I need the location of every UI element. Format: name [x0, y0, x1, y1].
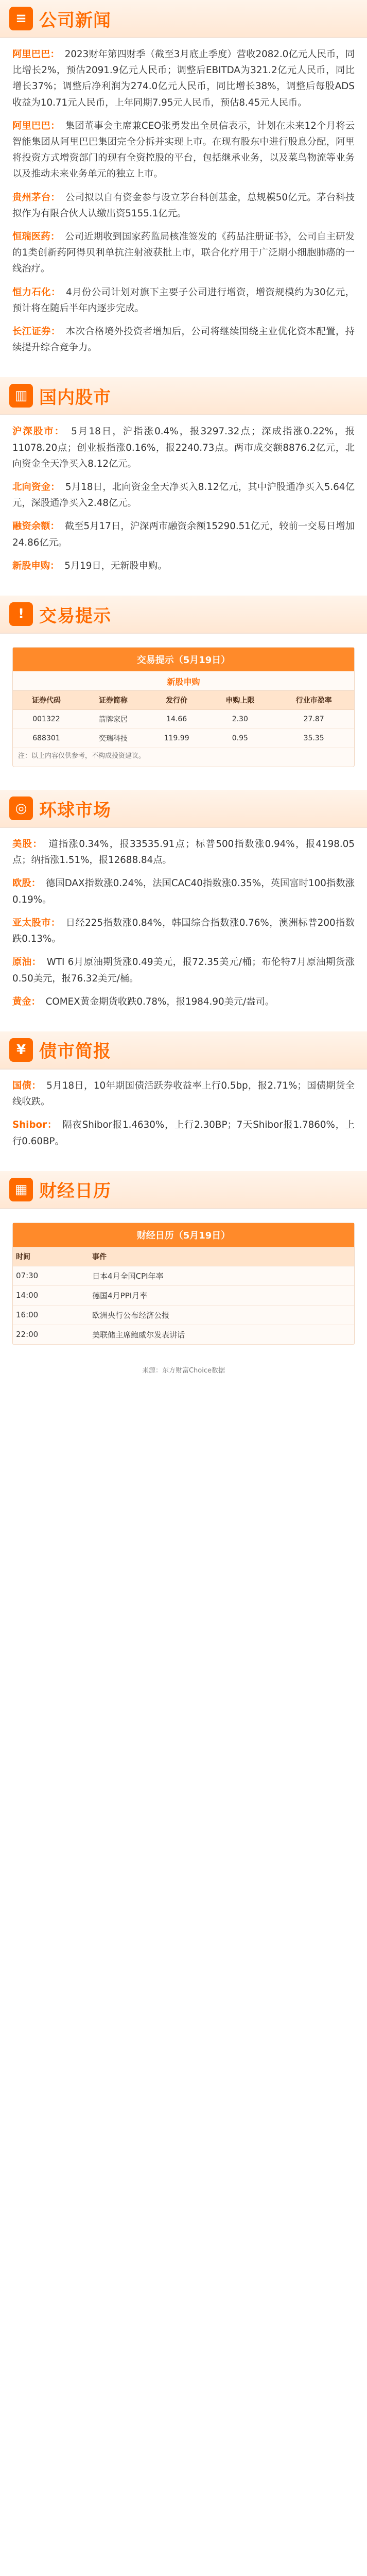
- table-cell: 14:00: [13, 1285, 89, 1305]
- news-text: COMEX黄金期货收跌0.78%，报1984.90美元/盎司。: [45, 996, 275, 1007]
- news-item: [12, 1117, 355, 1149]
- table-row: [13, 1325, 354, 1344]
- domestic-stocks-body: [0, 415, 367, 586]
- news-item: [12, 915, 355, 947]
- news-text: 5月18日，10年期国债活跃券收益率上行0.5bp，报2.71%；国债期货全线收跌。: [12, 1080, 355, 1108]
- table-cell: 0.95: [206, 729, 273, 748]
- trading-table: [13, 690, 354, 748]
- news-lead: 阿里巴巴：: [12, 49, 60, 60]
- section-header-trading-tips: [0, 596, 367, 634]
- table-col-header: 事件: [89, 1247, 354, 1266]
- table-cell: 14.66: [147, 710, 207, 729]
- news-item: [12, 994, 355, 1010]
- news-text: 5月18日，沪指涨0.4%，报3297.32点；深成指涨0.22%，报11078.20点；创业板指涨0.16%，报2240.73点。两市成交额8876.2亿元，北向资金全天净买入8.12亿元。: [12, 426, 355, 469]
- news-lead: 长江证券：: [12, 326, 61, 337]
- news-text: 截至5月17日，沪深两市融资余额15290.51亿元，较前一交易日增加24.86亿元。: [12, 521, 355, 548]
- table-row: [13, 729, 354, 748]
- calendar-body: [0, 1209, 367, 1359]
- news-lead: 阿里巴巴：: [12, 120, 60, 131]
- table-subtitle: 新股申购: [167, 677, 200, 687]
- table-col-header: 申购上限: [206, 691, 273, 710]
- table-cell: 日本4月全国CPI年率: [89, 1266, 354, 1285]
- news-item: [12, 324, 355, 355]
- news-text: 德国DAX指数涨0.24%，法国CAC40指数涨0.35%，英国富时100指数涨0.19%。: [12, 878, 355, 905]
- news-lead: 欧股：: [12, 878, 41, 889]
- trading-tips-body: [0, 634, 367, 781]
- news-text: 公司近期收到国家药监局核准签发的《药品注册证书》，公司自主研发的1类创新药阿得贝利单抗注射液获批上市，联合化疗用于广泛期小细胞肺癌的一线治疗。: [12, 231, 355, 275]
- news-text: 4月份公司计划对旗下主要子公司进行增资，增资规模约为30亿元，预计将在随后半年内逐步完成。: [12, 286, 355, 314]
- section-title: 财经日历: [39, 1181, 111, 1201]
- news-lead: 原油：: [12, 957, 42, 968]
- chart-icon: ▥: [9, 384, 33, 408]
- table-cell: 美联储主席鲍威尔发表讲话: [89, 1325, 354, 1344]
- section-title: 公司新闻: [39, 10, 111, 30]
- section-title: 交易提示: [39, 606, 111, 626]
- alert-icon: !: [9, 602, 33, 626]
- table-note: 注：以上内容仅供参考，不构成投资建议。: [18, 752, 146, 760]
- news-lead: 北向资金：: [12, 482, 60, 493]
- news-item: [12, 1078, 355, 1110]
- news-lead: 沪深股市：: [12, 426, 65, 437]
- table-cell: 奕瑞科技: [80, 729, 147, 748]
- newspaper-icon: ≡: [9, 7, 33, 30]
- table-col-header: 证券简称: [80, 691, 147, 710]
- calendar-table-wrap: [12, 1223, 355, 1345]
- news-item: [12, 46, 355, 111]
- table-cell: 16:00: [13, 1305, 89, 1325]
- table-cell: 27.87: [273, 710, 354, 729]
- news-item: [12, 954, 355, 986]
- section-header-bond-market: [0, 1031, 367, 1070]
- table-cell: 欧洲央行公布经济公报: [89, 1305, 354, 1325]
- section-header-company-news: [0, 0, 367, 38]
- table-cell: 箭牌家居: [80, 710, 147, 729]
- news-lead: 新股申购：: [12, 560, 60, 571]
- section-header-domestic-stocks: [0, 377, 367, 415]
- section-spacer: [0, 1162, 367, 1171]
- news-lead: 黄金：: [12, 996, 41, 1007]
- section-title: 债市简报: [39, 1042, 111, 1062]
- news-lead: 融资余额：: [12, 521, 60, 532]
- trading-tips-table: [12, 647, 355, 767]
- section-spacer: [0, 1022, 367, 1031]
- company-news-body: [0, 38, 367, 368]
- news-text: 5月18日，北向资金全天净买入8.12亿元，其中沪股通净买入5.64亿元，深股通净买入2.48亿元。: [12, 482, 355, 509]
- footer-source: 来源：东方财富Choice数据: [142, 1366, 225, 1375]
- news-item: [12, 875, 355, 907]
- bond-icon: ¥: [9, 1038, 33, 1062]
- table-col-header: 时间: [13, 1247, 89, 1266]
- news-item: [12, 229, 355, 277]
- section-header-calendar: [0, 1171, 367, 1209]
- calendar-table: [13, 1247, 354, 1345]
- news-item: [12, 284, 355, 316]
- news-item: [12, 479, 355, 511]
- table-cell: 35.35: [273, 729, 354, 748]
- table-col-header: 行业市盈率: [273, 691, 354, 710]
- table-col-header: 发行价: [147, 691, 207, 710]
- news-text: 集团董事会主席兼CEO张勇发出全员信表示，计划在未来12个月将云智能集团从阿里巴巴集团完全分拆并实现上市。在现有股东中进行股息分配，阿里将投资方式增资部门的现有全资控股的平台，包括继承业务，以及菜鸟物流等业务以及推动未来业务单元的独立上市。: [12, 120, 355, 180]
- section-spacer: [0, 368, 367, 377]
- news-text: 道指涨0.34%，报33535.91点；标普500指数涨0.94%，报4198.05点；纳指涨1.51%，报12688.84点。: [12, 839, 355, 866]
- table-cell: 德国4月PPI月率: [89, 1285, 354, 1305]
- news-lead: 恒力石化：: [12, 286, 61, 298]
- news-text: 2023财年第四财季（截至3月底止季度）营收2082.0亿元人民币，同比增长2%，预估2091.9亿元人民币；调整后EBITDA为321.2亿元人民币，同比增长37%；调整后净利润为274.0亿元人民币，同比增长38%，调整后每股ADS收益为10.71元人民币，上年同期7.95元人民币，预估8.45元人民币。: [12, 49, 355, 108]
- bond-market-body: [0, 1070, 367, 1162]
- news-lead: 国债：: [12, 1080, 41, 1091]
- news-lead: Shibor：: [12, 1120, 57, 1131]
- news-text: 公司拟以自有资金参与设立茅台科创基金，总规模50亿元。茅台科技拟作为有限合伙人认缴出资5155.1亿元。: [12, 192, 355, 219]
- calendar-icon: ▦: [9, 1178, 33, 1201]
- table-header: 交易提示（5月19日）: [13, 648, 354, 671]
- table-cell: 119.99: [147, 729, 207, 748]
- news-text: 隔夜Shibor报1.4630%，上行2.30BP；7天Shibor报1.7860%，上行0.60BP。: [12, 1120, 355, 1147]
- table-row: [13, 1266, 354, 1285]
- news-item: [12, 190, 355, 222]
- table-col-header: 证券代码: [13, 691, 80, 710]
- globe-icon: ◎: [9, 796, 33, 820]
- news-lead: 贵州茅台：: [12, 192, 60, 203]
- news-text: 5月19日，无新股申购。: [64, 560, 167, 571]
- section-header-global-markets: [0, 790, 367, 828]
- news-item: [12, 423, 355, 472]
- news-lead: 恒瑞医药：: [12, 231, 60, 243]
- table-row: [13, 1305, 354, 1325]
- table-cell: 07:30: [13, 1266, 89, 1285]
- news-item: [12, 836, 355, 868]
- news-text: WTI 6月原油期货涨0.49美元，报72.35美元/桶；布伦特7月原油期货涨0.50美元，报76.32美元/桶。: [12, 957, 355, 984]
- news-lead: 亚太股市：: [12, 917, 61, 928]
- table-cell: 001322: [13, 710, 80, 729]
- table-cell: 2.30: [206, 710, 273, 729]
- news-item: [12, 118, 355, 182]
- table-cell: 688301: [13, 729, 80, 748]
- global-markets-body: [0, 828, 367, 1022]
- table-row: [13, 1285, 354, 1305]
- table-cell: 22:00: [13, 1325, 89, 1344]
- news-lead: 美股：: [12, 839, 43, 850]
- news-text: 本次合格境外投资者增加后，公司将继续围绕主业优化资本配置，持续提升综合竞争力。: [12, 326, 355, 353]
- section-spacer: [0, 781, 367, 790]
- table-header: 财经日历（5月19日）: [13, 1223, 354, 1247]
- section-title: 环球市场: [39, 800, 111, 820]
- table-row: [13, 710, 354, 729]
- section-title: 国内股市: [39, 387, 111, 408]
- section-spacer: [0, 586, 367, 596]
- news-item: [12, 518, 355, 550]
- news-text: 日经225指数涨0.84%，韩国综合指数涨0.76%，澳洲标普200指数跌0.13%。: [12, 917, 355, 945]
- news-item: [12, 558, 355, 574]
